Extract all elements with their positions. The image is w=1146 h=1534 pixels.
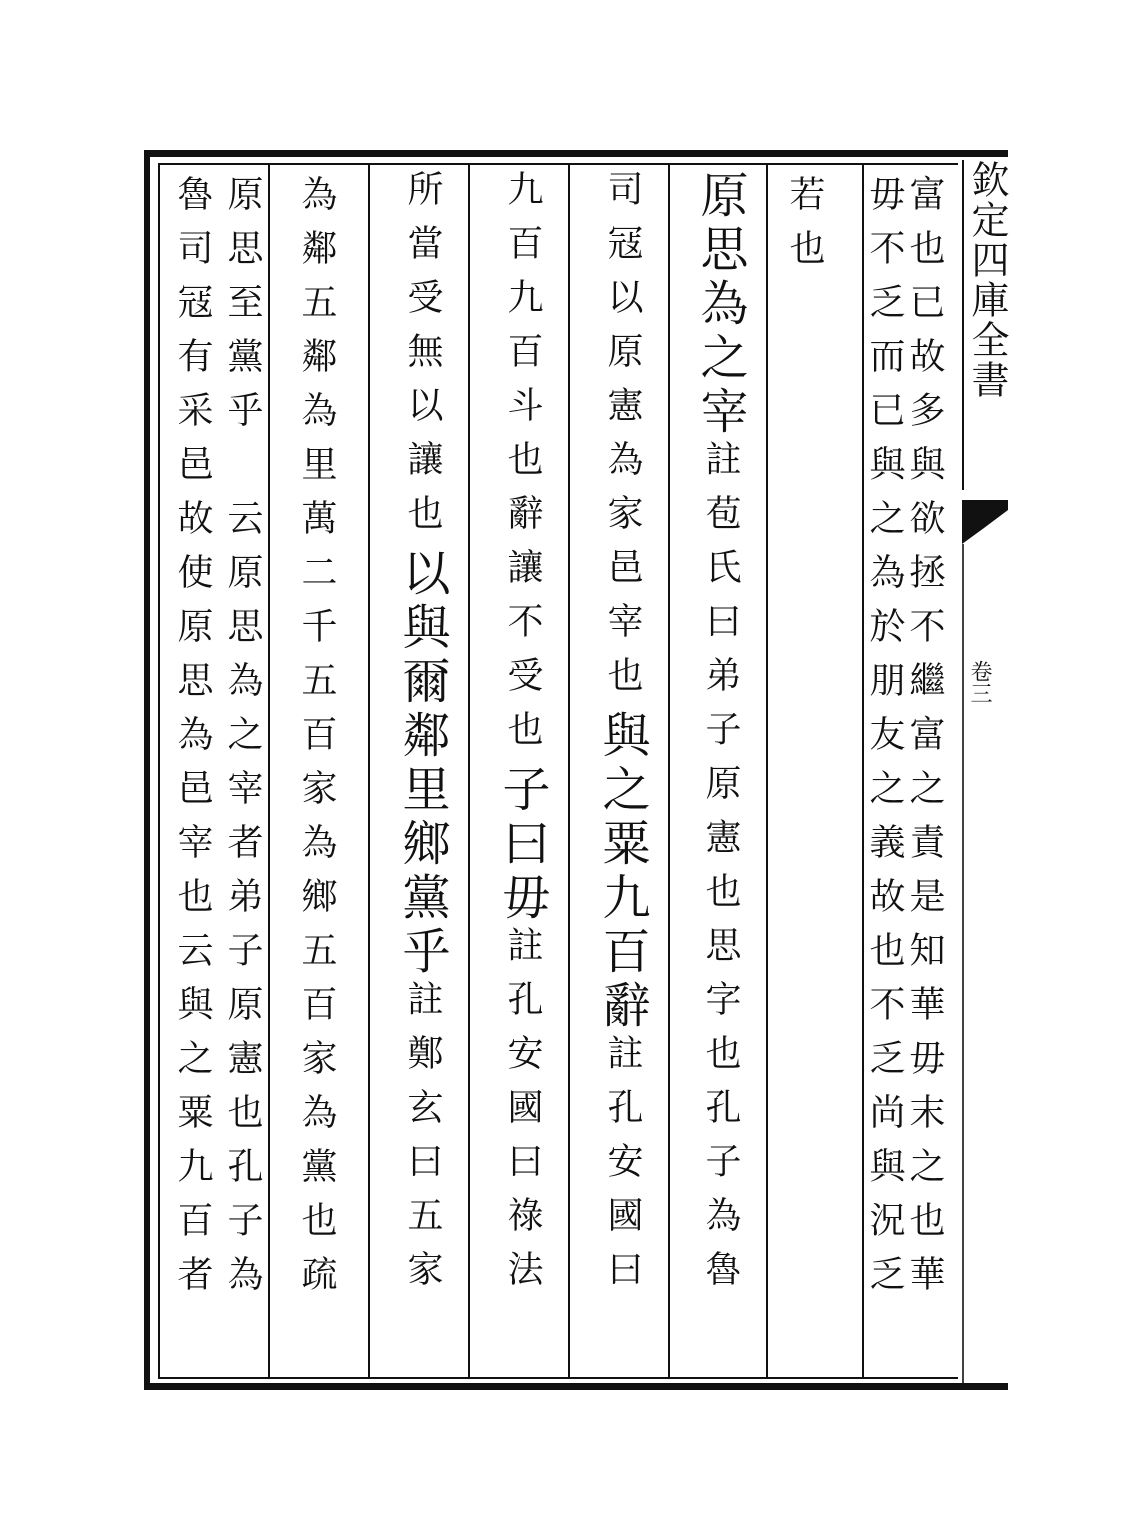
text-frame [158, 163, 958, 1379]
fish-tail-mark [962, 500, 1008, 544]
main-text: 與之粟九百辭 [594, 710, 650, 1034]
volume-label: 卷三 [967, 660, 992, 704]
main-text: 子曰毋 [494, 764, 550, 926]
column-6 [492, 170, 552, 1375]
column-divider [766, 163, 768, 1379]
book-title: 欽定四庫全書 [962, 160, 1010, 490]
commentary-text: 司冦以原憲為家邑宰也 [602, 170, 643, 710]
column-3: 若也 [784, 175, 825, 283]
column-10: 魯司冦有采邑故使原思為邑宰也云與之粟九百者 [172, 175, 213, 1309]
commentary-text: 註鄭玄曰五家 [402, 980, 443, 1304]
main-text: 原思為之宰 [692, 170, 748, 440]
margin-rule [962, 544, 964, 1384]
column-5 [592, 170, 652, 1375]
commentary-text: 九百九百斗也辭讓不受也 [502, 170, 543, 764]
column-2: 毋不乏而已與之為於朋友之義故也不乏尚與況乏 [864, 175, 905, 1309]
column-divider [568, 163, 570, 1379]
commentary-text: 註苞氏曰弟子原憲也思字也孔子為魯 [700, 440, 741, 1304]
column-divider [668, 163, 670, 1379]
commentary-text: 所當受無以讓也 [402, 170, 443, 548]
column-4 [690, 170, 750, 1375]
main-text: 以與爾鄰里鄉黨乎 [394, 548, 450, 980]
column-divider [268, 163, 270, 1379]
column-9: 原思至黨乎 云原思為之宰者弟子原憲也孔子為 [222, 175, 263, 1309]
column-divider [468, 163, 470, 1379]
column-8: 為鄰五鄰為里萬二千五百家為鄉五百家為黨也疏 [296, 175, 337, 1309]
commentary-text: 註孔安國曰祿法 [502, 926, 543, 1304]
column-7 [392, 170, 452, 1375]
column-1: 富也已故多與欲拯不繼富之責是知華毋末之也華 [904, 175, 945, 1309]
column-divider [368, 163, 370, 1379]
commentary-text: 註孔安國曰 [602, 1034, 643, 1304]
